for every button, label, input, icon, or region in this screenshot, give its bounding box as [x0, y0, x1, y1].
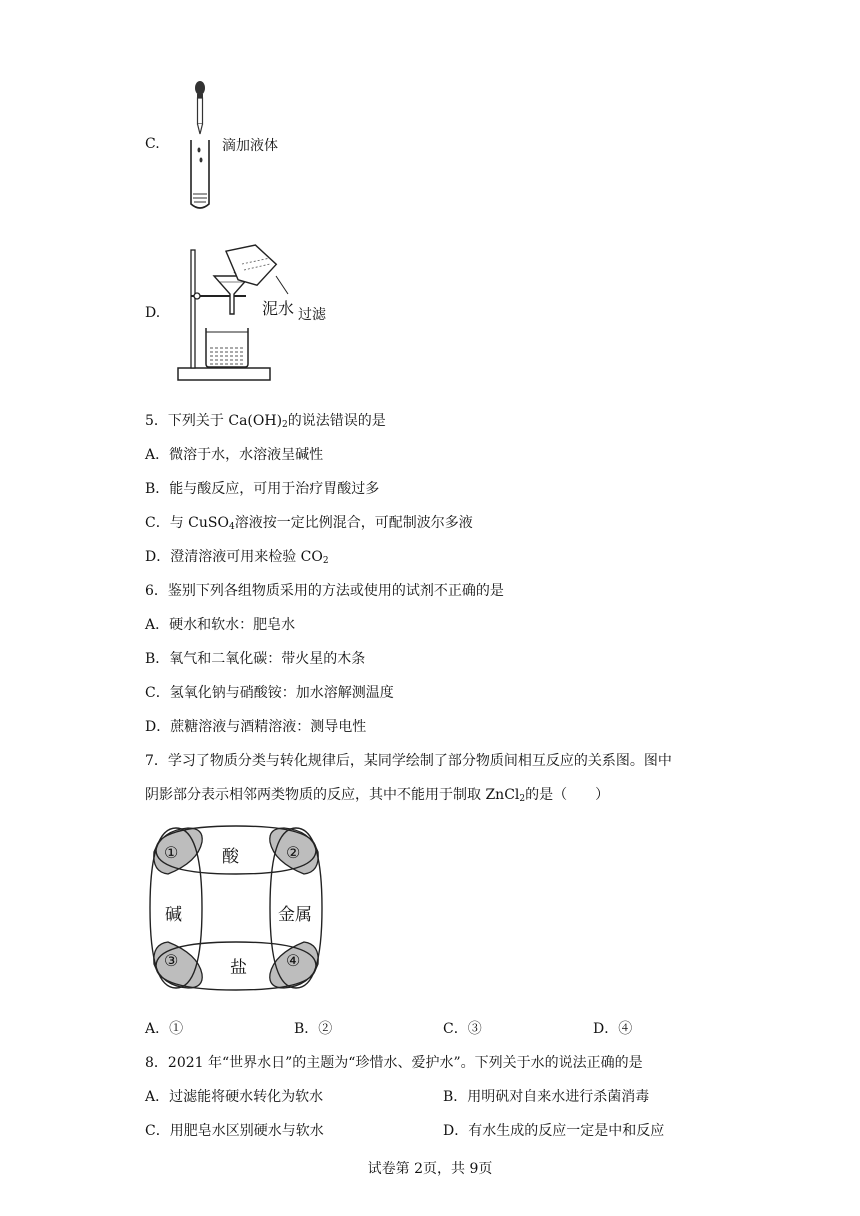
diagram-label-acid: 酸 [222, 847, 239, 867]
q4-option-c-letter: C. [145, 136, 160, 152]
q4-option-c-caption: 滴加液体 [222, 138, 278, 154]
q5-option-d: D．澄清溶液可用来检验 $CO_2$ [145, 549, 329, 566]
diagram-label-base: 碱 [165, 905, 182, 925]
q6-option-c: C．氢氧化钠与硝酸铵：加水溶解测温度 [145, 685, 394, 701]
diagram-label-salt: 盐 [230, 958, 247, 978]
q6-option-d: D．蔗糖溶液与酒精溶液：测导电性 [145, 719, 367, 735]
q8-stem: 8．2021 年“世界水日”的主题为“珍惜水、爱护水”。下列关于水的说法正确的是 [145, 1055, 643, 1071]
q6-option-a: A．硬水和软水：肥皂水 [145, 617, 296, 633]
q7-stem-line2: 阴影部分表示相邻两类物质的反应，其中不能用于制取 ZnCl$_2$的是（ ） [145, 787, 610, 804]
q4-option-d-caption: 过滤 [298, 307, 326, 323]
diagram-number-1: ① [164, 843, 179, 862]
q8-option-d: D．有水生成的反应一定是中和反应 [443, 1123, 665, 1139]
diagram-label-metal: 金属 [278, 905, 312, 925]
q5-stem: 5．下列关于 $Ca(OH)_2$的说法错误的是 [145, 413, 386, 430]
q4-muddy-water-label: 泥水 [262, 299, 295, 318]
page-footer: 试卷第 2页，共 9页 [367, 1161, 493, 1177]
q8-option-a: A．过滤能将硬水转化为软水 [145, 1089, 324, 1105]
q5-option-b: B．能与酸反应，可用于治疗胃酸过多 [145, 481, 380, 497]
q6-stem: 6．鉴别下列各组物质采用的方法或使用的试剂不正确的是 [145, 583, 504, 599]
q7-option-d: D．④ [593, 1021, 633, 1037]
diagram-number-2: ② [286, 843, 301, 862]
q6-option-b: B．氧气和二氧化碳：带火星的木条 [145, 651, 366, 667]
dropper-test-tube-figure [180, 78, 220, 216]
q8-option-b: B．用明矾对自来水进行杀菌消毒 [443, 1089, 650, 1105]
q7-stem-line1: 7．学习了物质分类与转化规律后，某同学绘制了部分物质间相互反应的关系图。图中 [145, 753, 672, 769]
q7-option-b: B．② [294, 1021, 333, 1037]
q7-option-a: A．① [145, 1021, 184, 1037]
q5-option-a: A．微溶于水，水溶液呈碱性 [145, 447, 324, 463]
diagram-number-4: ④ [286, 951, 301, 970]
q8-option-c: C．用肥皂水区别硬水与软水 [145, 1123, 324, 1139]
q5-option-c: C．与 CuSO$_4$溶液按一定比例混合，可配制波尔多液 [145, 515, 473, 532]
diagram-number-3: ③ [164, 951, 179, 970]
q7-option-c: C．③ [443, 1021, 482, 1037]
q4-option-d-letter: D. [145, 305, 161, 321]
